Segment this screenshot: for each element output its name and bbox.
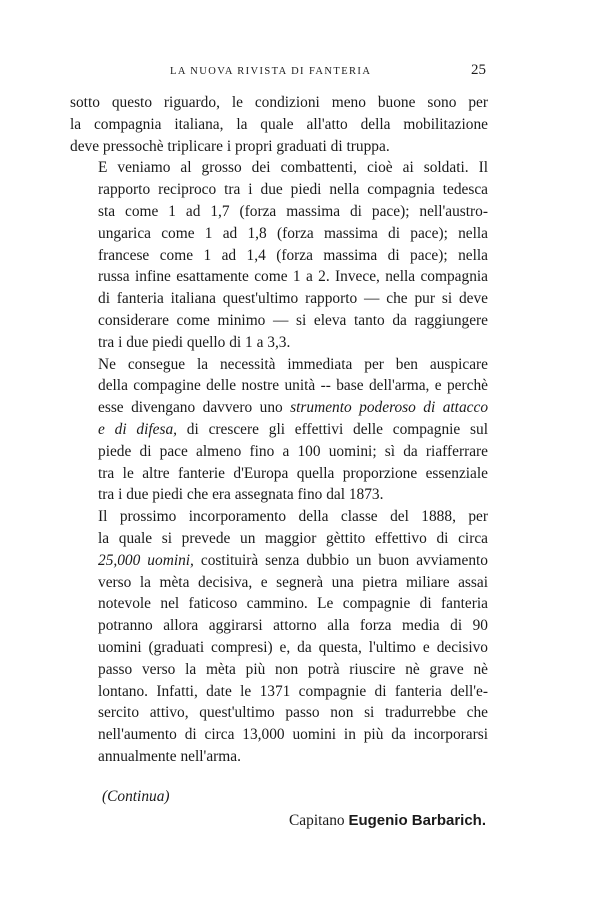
text-line: rapporto reciproco tra i due piedi nella compagnia tedesca [98, 181, 488, 199]
text-line: potranno allora aggirarsi attorno alla forza media di 90 [98, 617, 488, 635]
text-line: ungarica come 1 ad 1,8 (forza massima di pace); nella [98, 224, 488, 242]
text-line: e di difesa, di crescere gli effettivi delle compagnie sul [98, 420, 489, 438]
text-line: della compagine delle nostre unità -- base dell'arma, e perchè [98, 377, 488, 395]
text-line: passo verso la mèta più non potrà riuscire nè grave nè [98, 660, 488, 678]
author-rank: Capitano [289, 811, 345, 829]
text-line: verso la mèta decisiva, e segnerà una pietra miliare assai [98, 573, 488, 591]
text-line: la quale si prevede un maggior gèttito effettivo di circa [98, 529, 488, 547]
text-line: tra i due piedi quello di 1 a 3,3. [98, 333, 291, 351]
author-name: Eugenio Barbarich. [348, 811, 486, 829]
text-line: nell'aumento di circa 13,000 uomini in più da incorporarsi [98, 726, 488, 744]
text-line: Ne consegue la necessità immediata per ben auspicare [98, 355, 488, 373]
text-line: sta come 1 ad 1,7 (forza massima di pace); nell'austro- [98, 202, 488, 220]
text-line: francese come 1 ad 1,4 (forza massima di pace); nella [98, 246, 488, 264]
text-line: Il prossimo incorporamento della classe del 1888, per [98, 508, 488, 526]
text-line: la compagnia italiana, la quale all'atto della mobilitazione [70, 115, 488, 133]
text-line: uomini (graduati compresi) e, da questa, l'ultimo e decisivo [98, 638, 488, 656]
text-line: considerare come minimo — si eleva tanto da raggiungere [98, 311, 488, 329]
text-line: annualmente nell'arma. [98, 747, 241, 765]
author-signature [70, 812, 488, 830]
running-title: LA NUOVA RIVISTA DI FANTERIA [170, 66, 372, 77]
page [70, 62, 488, 830]
page-header [70, 62, 488, 86]
article-body [70, 92, 488, 768]
text-line: E veniamo al grosso dei combattenti, cioè ai soldati. Il [98, 159, 488, 177]
text-line: tra i due piedi che era assegnata fino dal 1873. [98, 486, 384, 504]
text-line: sercito attivo, quest'ultimo passo non si tradurrebbe che [98, 704, 488, 722]
paragraph [70, 354, 488, 507]
text-line: russa infine esattamente come 1 a 2. Invece, nella compagnia [98, 268, 488, 286]
text-line: lontano. Infatti, date le 1371 compagnie di fanteria dell'e- [98, 682, 488, 700]
text-line: esse divengano davvero uno strumento poderoso di attacco [98, 399, 489, 417]
text-line: tra le altre fanterie d'Europa quella proporzione essenziale [98, 464, 488, 482]
paragraph [70, 157, 488, 353]
text-line: piede di pace almeno fino a 100 uomini; sì da riafferrare [98, 442, 488, 460]
text-line: deve pressochè triplicare i propri graduati di truppa. [70, 137, 390, 155]
page-number: 25 [471, 62, 486, 78]
paragraph [70, 506, 488, 768]
continued-note: (Continua) [102, 787, 170, 805]
text-line: di fanteria italiana quest'ultimo rapporto — che pur si deve [98, 290, 488, 308]
paragraph [70, 92, 488, 157]
text-line: notevole nel faticoso cammino. Le compagnie di fanteria [98, 595, 488, 613]
text-line: sotto questo riguardo, le condizioni meno buone sono per [70, 94, 488, 111]
text-line: 25,000 uomini, costituirà senza dubbio un buon avviamento [98, 551, 488, 569]
